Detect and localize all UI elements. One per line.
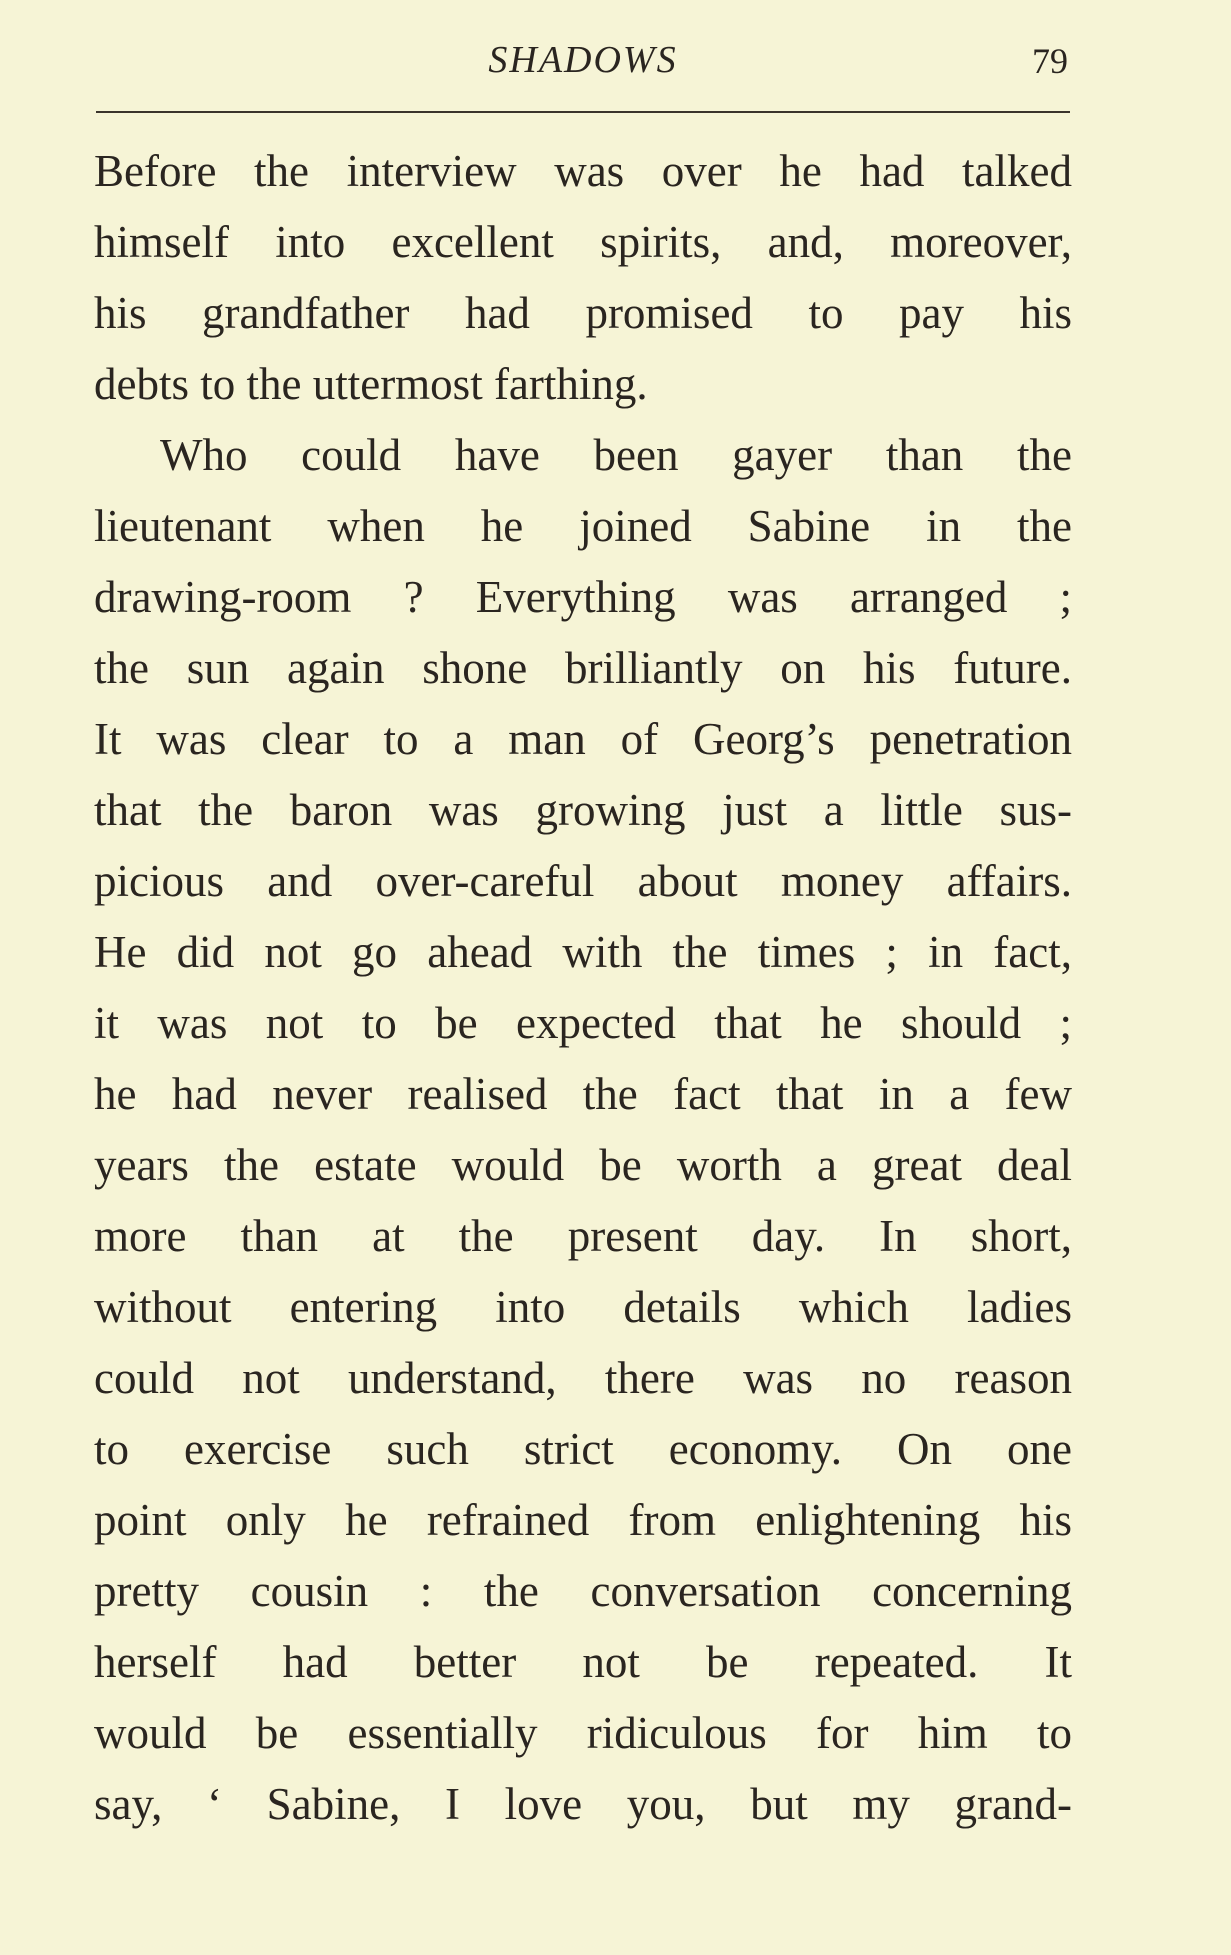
page-number: 79 xyxy=(1032,41,1068,81)
text-line: himself into excellent spirits, and, moreover, xyxy=(94,217,1072,267)
text-line: his grandfather had promised to pay his xyxy=(94,288,1072,338)
page-header xyxy=(96,32,1070,92)
text-line: years the estate would be worth a great deal xyxy=(94,1140,1072,1190)
text-line: the sun again shone brilliantly on his future. xyxy=(94,643,1072,693)
text-line: Before the interview was over he had talked xyxy=(94,146,1072,196)
text-line: say, ‘ Sabine, I love you, but my grand- xyxy=(94,1779,1072,1829)
text-line: to exercise such strict economy. On one xyxy=(94,1424,1072,1474)
text-line: herself had better not be repeated. It xyxy=(94,1637,1072,1687)
text-line: lieutenant when he joined Sabine in the xyxy=(94,501,1072,551)
text-line: point only he refrained from enlightening his xyxy=(94,1495,1072,1545)
text-line: debts to the uttermost farthing. xyxy=(94,359,648,409)
running-title: SHADOWS xyxy=(488,39,678,81)
text-line: He did not go ahead with the times ; in fact, xyxy=(94,927,1072,977)
text-line: would be essentially ridiculous for him to xyxy=(94,1708,1072,1758)
text-line: picious and over-careful about money affairs. xyxy=(94,856,1072,906)
header-rule xyxy=(96,111,1070,113)
text-line: that the baron was growing just a little sus- xyxy=(94,785,1072,835)
text-line: It was clear to a man of Georg’s penetration xyxy=(94,714,1072,764)
body-text xyxy=(94,136,1072,1840)
text-line: it was not to be expected that he should ; xyxy=(94,998,1072,1048)
text-line: could not understand, there was no reason xyxy=(94,1353,1072,1403)
text-line: more than at the present day. In short, xyxy=(94,1211,1072,1261)
text-line: Who could have been gayer than the xyxy=(160,430,1072,480)
text-line: without entering into details which ladies xyxy=(94,1282,1072,1332)
text-line: drawing-room ? Everything was arranged ; xyxy=(94,572,1072,622)
text-line: he had never realised the fact that in a few xyxy=(94,1069,1072,1119)
text-line: pretty cousin : the conversation concerning xyxy=(94,1566,1072,1616)
